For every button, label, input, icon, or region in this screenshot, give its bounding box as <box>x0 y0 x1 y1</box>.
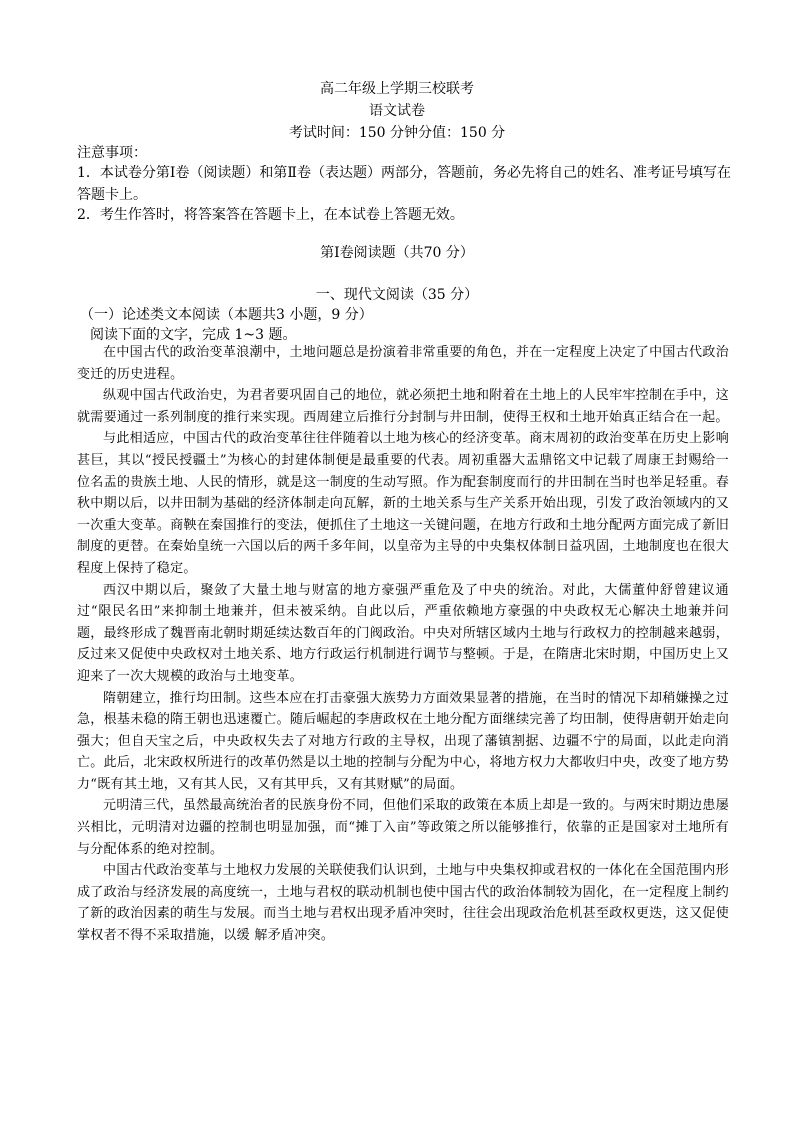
exam-time-score: 考试时间：150 分钟分值：150 分 <box>288 125 506 141</box>
passage-paragraph: 隋朝建立，推行均田制。这些本应在打击豪强大族势力方面效果显著的措施，在当时的情况下却稍嫌操之过急，根基未稳的隋王朝也迅速覆亡。随后崛起的李唐政权在土地分配方面继续完善了均田制，使得唐朝开始走向强大；但自天宝之后，中央政权失去了对地方行政的主导权，出现了藩镇割据、边疆不宁的局面，以此走向消亡。此后，北宋政权所进行的改革仍然是以土地的控制与分配为中心，将地方权力大都收归中央，改变了地方势力“既有其土地，又有其人民，又有其甲兵，又有其财赋”的局面。 <box>77 690 729 792</box>
passage-paragraph: 西汉中期以后，聚敛了大量土地与财富的地方豪强严重危及了中央的统治。对此，大儒董仲舒曾建议通过“限民名田”来抑制土地兼并，但未被采纳。自此以后，严重依赖地方豪强的中央政权无心解决土地兼并问题，最终形成了魏晋南北朝时期延续达数百年的门阀政治。中央对所辖区域内土地与行政权力的控制越来越弱，反过来又促使中央政权对土地关系、地方行政运行机制进行调节与整顿。于是，在隋唐北宋时期，中国历史上又迎来了一次大规模的政治与土地变革。 <box>77 582 729 684</box>
notice-item: 1．本试卷分第Ⅰ卷（阅读题）和第Ⅱ卷（表达题）两部分，答题前，务必先将自己的姓名、准考证号填写在答题卡上。 <box>77 165 731 203</box>
passage-paragraph: 中国古代政治变革与土地权力发展的关联使我们认识到，土地与中央集权抑或君权的一体化在全国范围内形成了政治与经济发展的高度统一，土地与君权的联动机制也使中国古代的政治体制较为固化，在一定程度上制约了新的政治因素的萌生与发展。而当土地与君权出现矛盾冲突时，往往会出现政治危机甚至政权更迭，这又促使掌权者不得不采取措施，以缓 解矛盾冲突。 <box>77 863 729 944</box>
sub-part-title: （一）论述类文本阅读（本题共3 小题，9 分） <box>80 307 373 323</box>
part-title: 一、现代文阅读（35 分） <box>315 287 479 303</box>
passage-paragraph: 在中国古代的政治变革浪潮中，土地问题总是扮演着非常重要的角色，并在一定程度上决定了中国古代政治变迁的历史进程。 <box>77 345 729 382</box>
passage-paragraph: 元明清三代，虽然最高统治者的民族身份不同，但他们采取的政策在本质上却是一致的。与两宋时期边患屡兴相比，元明清对边疆的控制也明显加强，而“摊丁入亩”等政策之所以能够推行，依靠的正是国家对土地所有与分配体系的绝对控制。 <box>77 798 729 857</box>
reading-passage <box>77 342 729 947</box>
section-title: 第Ⅰ卷阅读题（共70 分） <box>320 245 474 261</box>
passage-paragraph: 与此相适应，中国古代的政治变革往往伴随着以土地为核心的经济变革。商末周初的政治变革在历史上影响甚巨，其以“授民授疆土”为核心的封建体制便是最重要的代表。周初重器大盂鼎铭文中记载了周康王封赐给一位名盂的贵族土地、人民的情形，就是这一制度的生动写照。作为配套制度而行的井田制在当时也举足轻重。春秋中期以后，以井田制为基础的经济体制走向瓦解，新的土地关系与生产关系开始出现，引发了政治领域内的又一次重大变革。商鞅在秦国推行的变法，便抓住了土地这一关键问题，在地方行政和土地分配两方面完成了新旧制度的更替。在秦始皇统一六国以后的两千多年间，以皇帝为主导的中央集权体制日益巩固，土地制度也在很大程度上保持了稳定。 <box>77 431 729 576</box>
notice-item: 2．考生作答时，将答案答在答题卡上，在本试卷上答题无效。 <box>77 207 464 223</box>
exam-title: 高二年级上学期三校联考 <box>320 81 474 97</box>
reading-instruction: 阅读下面的文字，完成 1~3 题。 <box>90 327 297 343</box>
exam-subject: 语文试卷 <box>369 103 425 119</box>
passage-paragraph: 纵观中国古代政治史，为君者要巩固自己的地位，就必须把土地和附着在土地上的人民牢牢控制在手中，这就需要通过一系列制度的推行来实现。西周建立后推行分封制与井田制，使得王权和土地开始真正结合在一起。 <box>77 388 729 425</box>
notice-title: 注意事项： <box>77 145 147 161</box>
